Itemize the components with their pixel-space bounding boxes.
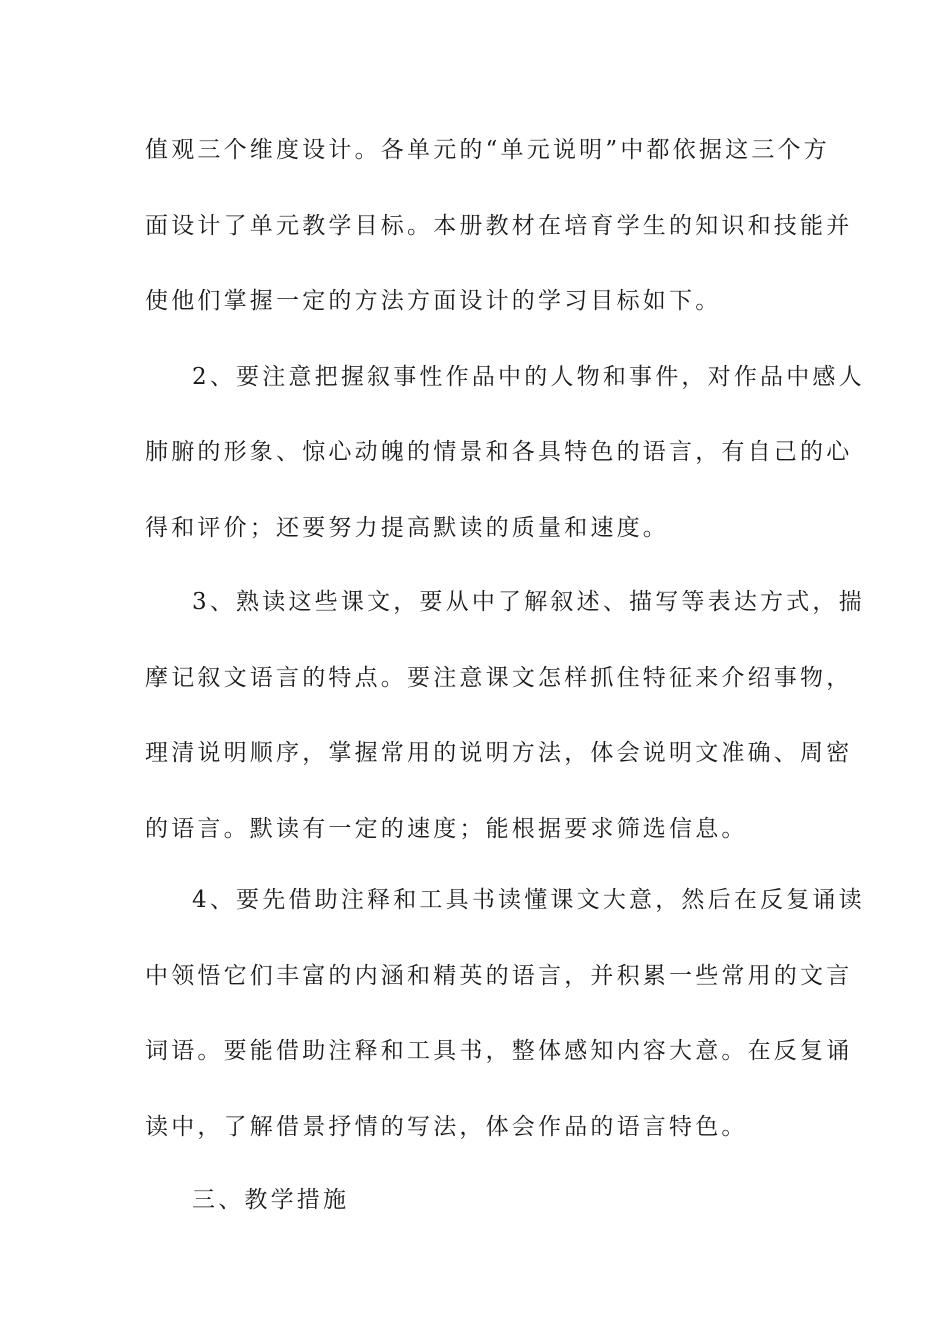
text-line-5: 肺腑的形象、惊心动魄的情景和各具特色的语言，有自己的心 bbox=[145, 439, 853, 465]
text-line-7: 3、熟读这些课文，要从中了解叙述、描写等表达方式，揣 bbox=[192, 589, 865, 615]
text-line-3: 使他们掌握一定的方法方面设计的学习目标如下。 bbox=[145, 288, 722, 314]
text-line-12: 中领悟它们丰富的内涵和精英的语言，并积累一些常用的文言 bbox=[145, 963, 853, 989]
text-line-11: 4、要先借助注释和工具书读懂课文大意，然后在反复诵读 bbox=[192, 887, 865, 913]
text-line-2: 面设计了单元教学目标。本册教材在培育学生的知识和技能并 bbox=[145, 213, 853, 239]
section-heading: 三、教学措施 bbox=[192, 1187, 350, 1213]
text-line-14: 读中，了解借景抒情的写法，体会作品的语言特色。 bbox=[145, 1114, 748, 1140]
text-line-6: 得和评价；还要努力提高默读的质量和速度。 bbox=[145, 515, 669, 541]
text-line-4: 2、要注意把握叙事性作品中的人物和事件，对作品中感人 bbox=[192, 364, 865, 390]
text-line-9: 理清说明顺序，掌握常用的说明方法，体会说明文准确、周密 bbox=[145, 740, 853, 766]
text-line-1: 值观三个维度设计。各单元的“单元说明”中都依据这三个方 bbox=[145, 137, 830, 163]
text-line-13: 词语。要能借助注释和工具书，整体感知内容大意。在反复诵 bbox=[145, 1038, 853, 1064]
text-line-10: 的语言。默读有一定的速度；能根据要求筛选信息。 bbox=[145, 816, 748, 842]
text-line-8: 摩记叙文语言的特点。要注意课文怎样抓住特征来介绍事物， bbox=[145, 665, 853, 691]
